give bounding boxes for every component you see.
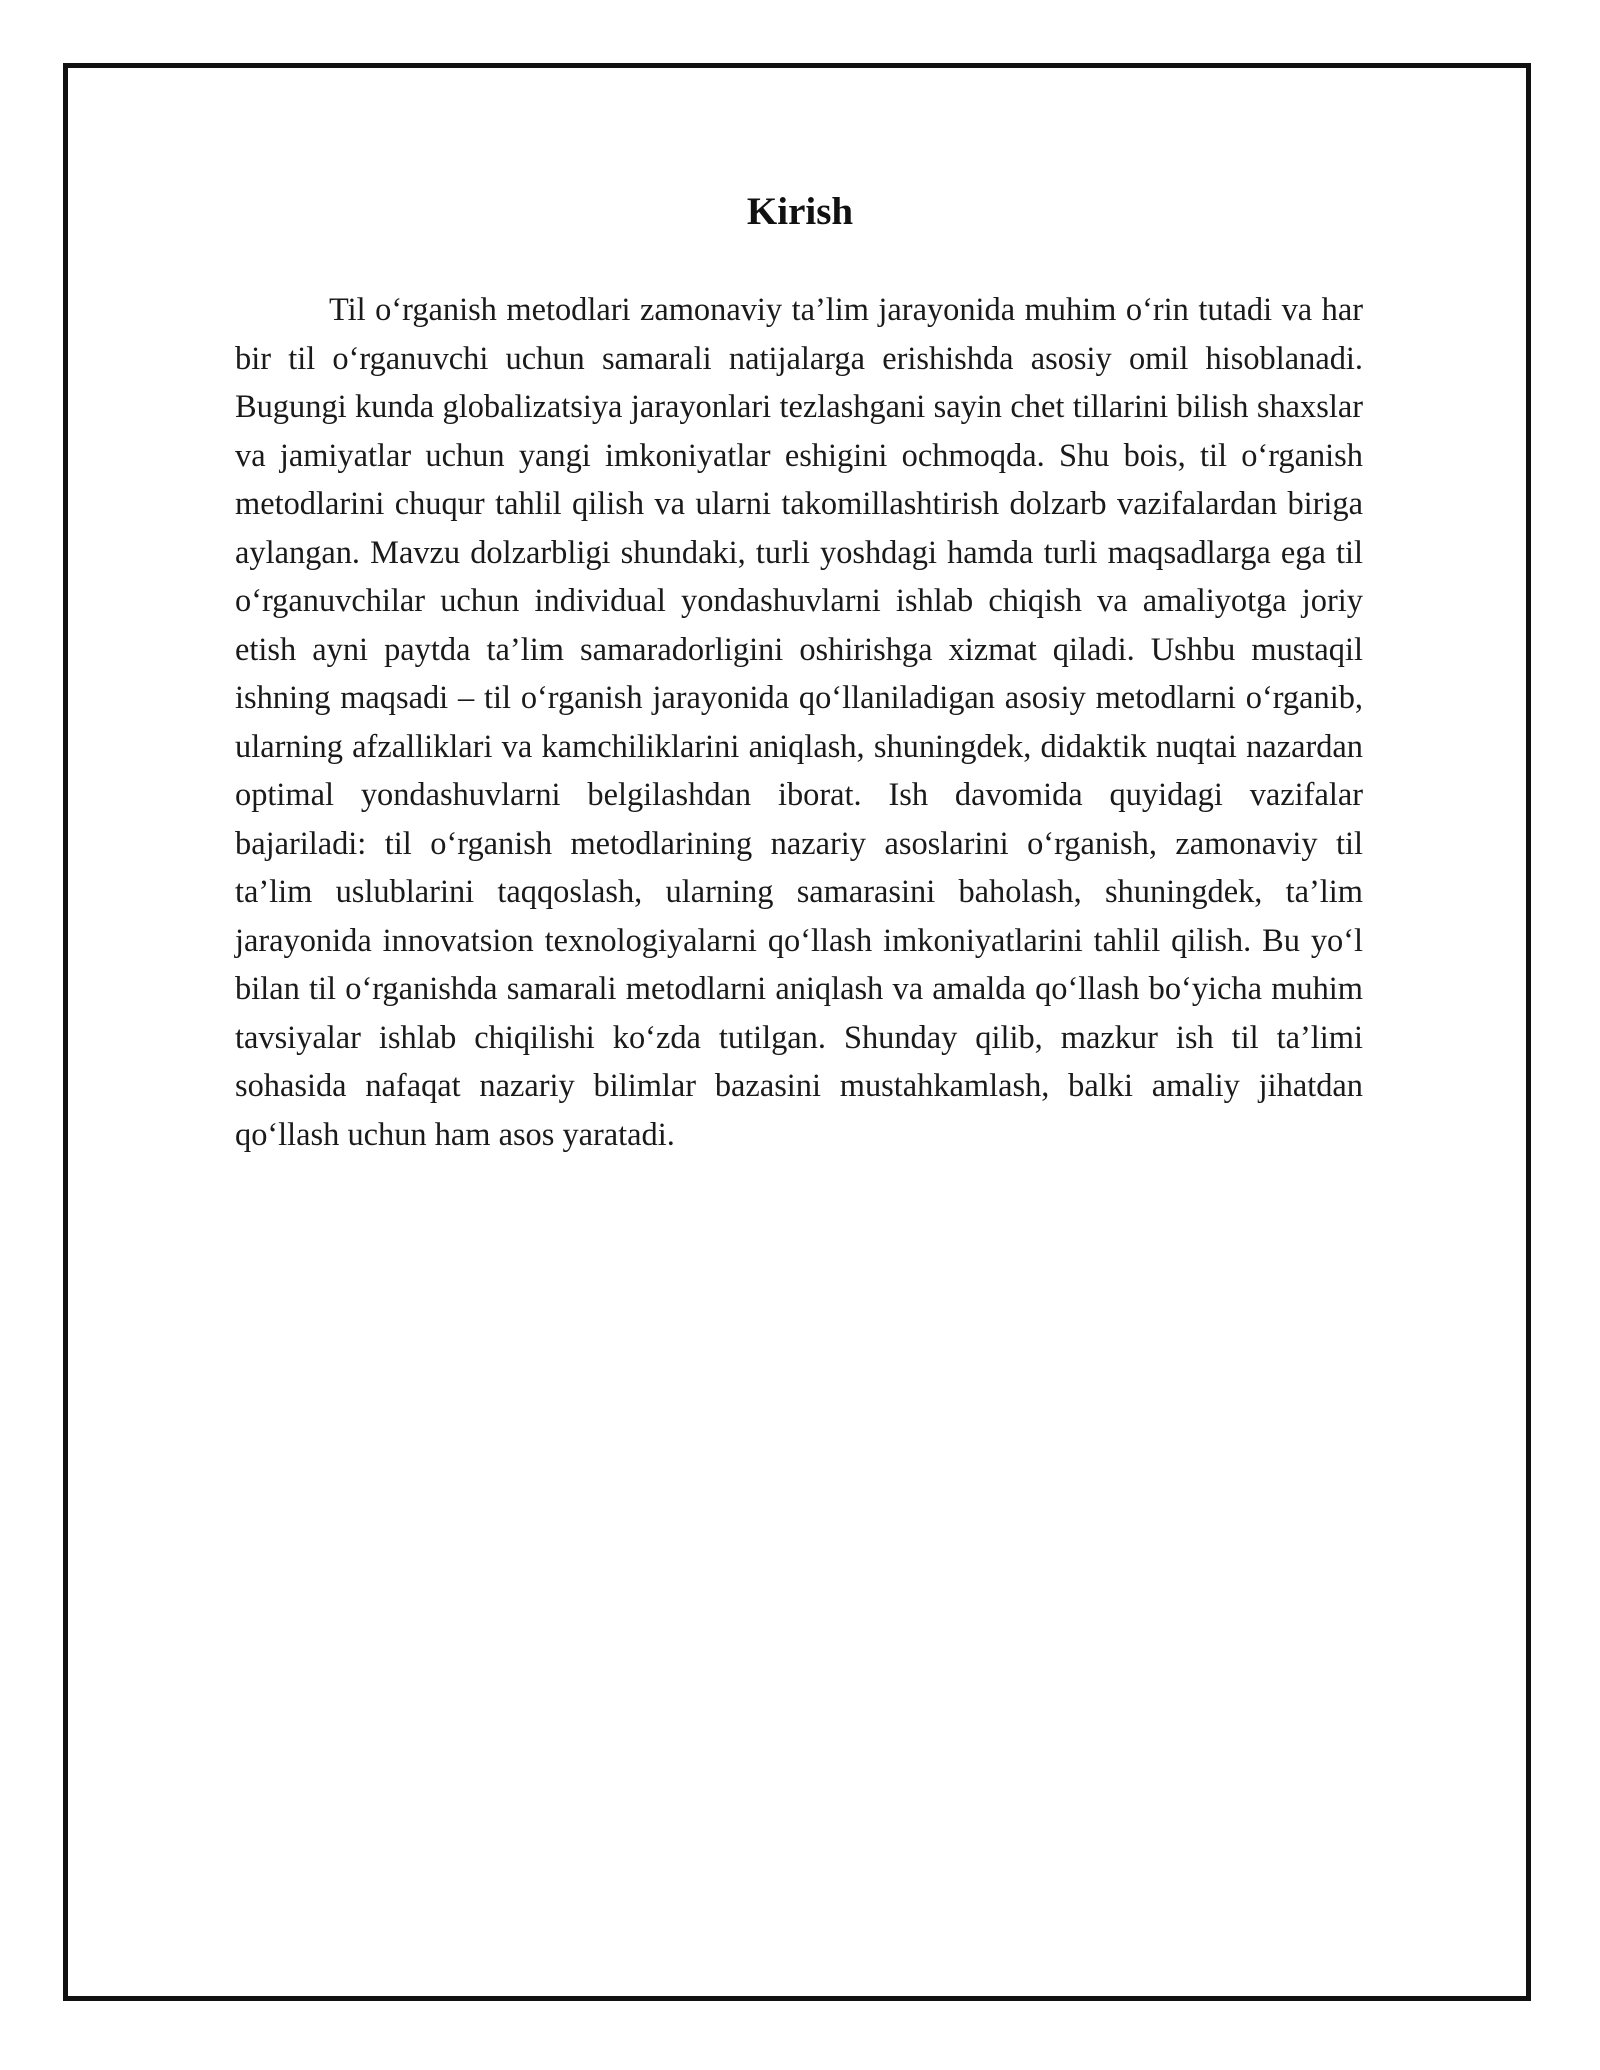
body-paragraph: Til o‘rganish metodlari zamonaviy ta’lim jarayonida muhim o‘rin tutadi va har bir til o‘rganuvchi uchun samarali natijalarga erishishda asosiy omil hisoblanadi. Bugungi kunda globalizatsiya jarayonlari tezlashgani sayin chet tillarini bilish shaxslar va jamiyatlar uchun yangi imkoniyatlar eshigini ochmoqda. Shu bois, til o‘rganish metodlarini chuqur tahlil qilish va ularni takomillashtirish dolzarb vazifalardan biriga aylangan. Mavzu dolzarbligi shundaki, turli yoshdagi hamda turli maqsadlarga ega til o‘rganuvchilar uchun individual yondashuvlarni ishlab chiqish va amaliyotga joriy etish ayni paytda ta’lim samaradorligini oshirishga xizmat qiladi. Ushbu mustaqil ishning maqsadi – til o‘rganish jarayonida qo‘llaniladigan asosiy metodlarni o‘rganib, ularning afzalliklari va kamchiliklarini aniqlash, shuningdek, didaktik nuqtai nazardan optimal yondashuvlarni belgilashdan iborat. Ish davomida quyidagi vazifalar bajariladi: til o‘rganish metodlarining nazariy asoslarini o‘rganish, zamonaviy til ta’lim uslublarini taqqoslash, ularning samarasini baholash, shuningdek, ta’lim jarayonida innovatsion texnologiyalarni qo‘llash imkoniyatlarini tahlil qilish. Bu yo‘l bilan til o‘rganishda samarali metodlarni aniqlash va amalda qo‘llash bo‘yicha muhim tavsiyalar ishlab chiqilishi ko‘zda tutilgan. Shunday qilib, mazkur ish til ta’limi sohasida nafaqat nazariy bilimlar bazasini mustahkamlash, balki amaliy jihatdan qo‘llash uchun ham asos yaratadi. [235, 292, 1363, 1153]
page-title: Kirish [746, 190, 854, 233]
